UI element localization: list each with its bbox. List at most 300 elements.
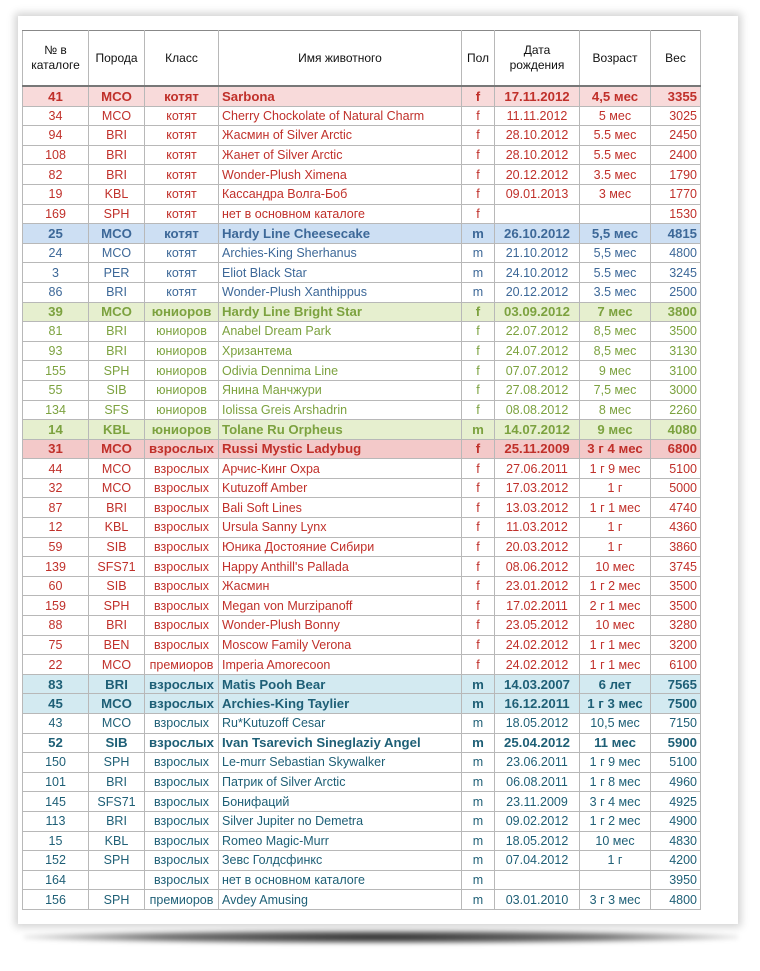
table-row: [23, 694, 701, 714]
cell-age: 1 г 3 мес: [580, 694, 651, 714]
cell-name: Wonder-Plush Ximena: [219, 165, 462, 185]
cell-sex: m: [462, 890, 495, 910]
cell-breed: SFS71: [89, 557, 145, 577]
table-row: [23, 714, 701, 734]
cell-num: 88: [23, 616, 89, 636]
cell-cls: взрослых: [145, 616, 219, 636]
cell-num: 41: [23, 86, 89, 106]
cell-num: 75: [23, 635, 89, 655]
cell-name: Iolissa Greis Arshadrin: [219, 400, 462, 420]
table-row: [23, 870, 701, 890]
cell-sex: f: [462, 86, 495, 106]
cell-breed: SPH: [89, 890, 145, 910]
cell-name: Archies-King Taylier: [219, 694, 462, 714]
cell-name: Happy Anthill's Pallada: [219, 557, 462, 577]
cell-weight: 3500: [651, 322, 701, 342]
table-header-row: [23, 31, 701, 87]
cell-cls: взрослых: [145, 635, 219, 655]
cell-weight: 3800: [651, 302, 701, 322]
cell-cls: взрослых: [145, 459, 219, 479]
cell-weight: 4080: [651, 420, 701, 440]
cell-sex: m: [462, 851, 495, 871]
table-row: [23, 204, 701, 224]
page-shadow: [24, 930, 738, 944]
cell-weight: 7500: [651, 694, 701, 714]
cell-age: 5.5 мес: [580, 145, 651, 165]
cell-name: Bali Soft Lines: [219, 498, 462, 518]
cell-num: 59: [23, 537, 89, 557]
cell-num: 83: [23, 674, 89, 694]
cell-breed: SPH: [89, 851, 145, 871]
cell-cls: взрослых: [145, 674, 219, 694]
cell-age: 8,5 мес: [580, 341, 651, 361]
cell-cls: взрослых: [145, 753, 219, 773]
cell-num: 108: [23, 145, 89, 165]
cell-breed: KBL: [89, 420, 145, 440]
cell-breed: SPH: [89, 753, 145, 773]
cell-cls: взрослых: [145, 772, 219, 792]
cell-sex: m: [462, 811, 495, 831]
cell-weight: 5900: [651, 733, 701, 753]
cell-age: 1 г 9 мес: [580, 459, 651, 479]
cell-age: 1 г: [580, 537, 651, 557]
cell-name: Cherry Chockolate of Natural Charm: [219, 106, 462, 126]
cell-dob: 27.08.2012: [495, 380, 580, 400]
cell-name: Sarbona: [219, 86, 462, 106]
cell-cls: взрослых: [145, 478, 219, 498]
cell-age: 1 г: [580, 518, 651, 538]
cell-name: Odivia Dennima Line: [219, 361, 462, 381]
table-row: [23, 537, 701, 557]
cell-breed: MCO: [89, 243, 145, 263]
cell-num: 145: [23, 792, 89, 812]
cell-num: 60: [23, 576, 89, 596]
cell-cls: взрослых: [145, 498, 219, 518]
cell-dob: 07.07.2012: [495, 361, 580, 381]
cell-dob: 03.01.2010: [495, 890, 580, 910]
cell-weight: 2450: [651, 126, 701, 146]
cell-sex: f: [462, 557, 495, 577]
cell-num: 55: [23, 380, 89, 400]
cell-name: Hardy Line Bright Star: [219, 302, 462, 322]
cell-name: Зевс Голдсфинкс: [219, 851, 462, 871]
cell-weight: 4925: [651, 792, 701, 812]
cell-name: Russi Mystic Ladybug: [219, 439, 462, 459]
cell-num: 134: [23, 400, 89, 420]
cell-cls: котят: [145, 126, 219, 146]
cell-age: 1 г 9 мес: [580, 753, 651, 773]
table-row: [23, 811, 701, 831]
cell-num: 52: [23, 733, 89, 753]
cell-age: 5 мес: [580, 106, 651, 126]
cell-dob: 18.05.2012: [495, 831, 580, 851]
table-row: [23, 733, 701, 753]
table-row: [23, 753, 701, 773]
header-sex: Пол: [462, 31, 495, 87]
cell-name: Жанет of Silver Arctic: [219, 145, 462, 165]
table-row: [23, 184, 701, 204]
cell-sex: f: [462, 302, 495, 322]
cell-breed: MCO: [89, 224, 145, 244]
table-row: [23, 341, 701, 361]
cell-sex: m: [462, 420, 495, 440]
table-row: [23, 655, 701, 675]
cell-sex: m: [462, 243, 495, 263]
table-row: [23, 165, 701, 185]
cell-dob: 24.02.2012: [495, 635, 580, 655]
cell-age: 5.5 мес: [580, 263, 651, 283]
cell-weight: 4960: [651, 772, 701, 792]
cell-cls: премиоров: [145, 890, 219, 910]
cell-cls: котят: [145, 263, 219, 283]
table-row: [23, 86, 701, 106]
cell-age: 3 г 3 мес: [580, 890, 651, 910]
cell-age: 3 мес: [580, 184, 651, 204]
cell-dob: 24.02.2012: [495, 655, 580, 675]
cell-num: 14: [23, 420, 89, 440]
table-row: [23, 302, 701, 322]
cell-breed: BRI: [89, 811, 145, 831]
cell-breed: SIB: [89, 380, 145, 400]
cell-breed: BRI: [89, 674, 145, 694]
cell-name: Anabel Dream Park: [219, 322, 462, 342]
cell-breed: BRI: [89, 772, 145, 792]
cell-sex: f: [462, 576, 495, 596]
cell-name: Tolane Ru Orpheus: [219, 420, 462, 440]
cell-breed: BRI: [89, 145, 145, 165]
cell-num: 82: [23, 165, 89, 185]
header-breed: Порода: [89, 31, 145, 87]
cell-sex: m: [462, 694, 495, 714]
cell-weight: 4830: [651, 831, 701, 851]
cell-age: 1 г 1 мес: [580, 498, 651, 518]
cell-cls: котят: [145, 243, 219, 263]
cell-cls: котят: [145, 184, 219, 204]
header-class: Класс: [145, 31, 219, 87]
cell-dob: 23.11.2009: [495, 792, 580, 812]
cell-name: Archies-King Sherhanus: [219, 243, 462, 263]
cell-weight: 7565: [651, 674, 701, 694]
cell-dob: 23.01.2012: [495, 576, 580, 596]
cell-num: 155: [23, 361, 89, 381]
cell-cls: взрослых: [145, 694, 219, 714]
cell-weight: 3500: [651, 576, 701, 596]
cell-age: 3 г 4 мес: [580, 792, 651, 812]
table-row: [23, 400, 701, 420]
cell-sex: f: [462, 400, 495, 420]
table-row: [23, 616, 701, 636]
cell-name: Hardy Line Cheesecake: [219, 224, 462, 244]
cell-sex: m: [462, 753, 495, 773]
table-row: [23, 439, 701, 459]
cell-age: 7 мес: [580, 302, 651, 322]
cell-sex: m: [462, 263, 495, 283]
table-row: [23, 576, 701, 596]
cell-num: 24: [23, 243, 89, 263]
cell-name: Арчис-Кинг Охра: [219, 459, 462, 479]
table-row: [23, 596, 701, 616]
cell-age: [580, 204, 651, 224]
table-row: [23, 459, 701, 479]
cell-weight: 3500: [651, 596, 701, 616]
cell-breed: [89, 870, 145, 890]
cell-age: 11 мес: [580, 733, 651, 753]
table-row: [23, 224, 701, 244]
cell-dob: 20.12.2012: [495, 165, 580, 185]
cell-num: 156: [23, 890, 89, 910]
cell-dob: 08.08.2012: [495, 400, 580, 420]
cell-dob: 16.12.2011: [495, 694, 580, 714]
cell-age: 3 г 4 мес: [580, 439, 651, 459]
cell-breed: SFS71: [89, 792, 145, 812]
cell-weight: 3280: [651, 616, 701, 636]
cell-dob: 06.08.2011: [495, 772, 580, 792]
cell-age: 10 мес: [580, 557, 651, 577]
header-dob: Дата рождения: [495, 31, 580, 87]
cell-age: 9 мес: [580, 361, 651, 381]
header-name: Имя животного: [219, 31, 462, 87]
cell-cls: юниоров: [145, 361, 219, 381]
cell-name: Eliot Black Star: [219, 263, 462, 283]
cell-name: Moscow Family Verona: [219, 635, 462, 655]
cell-name: Бонифаций: [219, 792, 462, 812]
cell-name: Янина Манчжури: [219, 380, 462, 400]
cell-weight: 4200: [651, 851, 701, 871]
cell-name: Кассандра Волга-Боб: [219, 184, 462, 204]
cell-dob: 11.03.2012: [495, 518, 580, 538]
cell-breed: BRI: [89, 341, 145, 361]
cell-breed: SIB: [89, 733, 145, 753]
cell-dob: 17.11.2012: [495, 86, 580, 106]
cell-name: Жасмин: [219, 576, 462, 596]
cell-weight: 2260: [651, 400, 701, 420]
cell-breed: SPH: [89, 361, 145, 381]
table-row: [23, 478, 701, 498]
cell-breed: PER: [89, 263, 145, 283]
cell-name: Imperia Amorecoon: [219, 655, 462, 675]
cell-cls: юниоров: [145, 341, 219, 361]
cell-num: 45: [23, 694, 89, 714]
cell-name: Ivan Tsarevich Sineglaziy Angel: [219, 733, 462, 753]
cell-breed: MCO: [89, 694, 145, 714]
cell-sex: f: [462, 478, 495, 498]
cell-num: 39: [23, 302, 89, 322]
table-row: [23, 831, 701, 851]
cell-breed: BRI: [89, 282, 145, 302]
cell-name: Патрик of Silver Arctic: [219, 772, 462, 792]
table-row: [23, 263, 701, 283]
cell-sex: f: [462, 126, 495, 146]
cell-age: 1 г 1 мес: [580, 635, 651, 655]
cell-age: 1 г: [580, 478, 651, 498]
cell-dob: 17.02.2011: [495, 596, 580, 616]
cell-name: Wonder-Plush Bonny: [219, 616, 462, 636]
table-row: [23, 420, 701, 440]
cell-breed: BRI: [89, 165, 145, 185]
cell-num: 25: [23, 224, 89, 244]
cell-num: 81: [23, 322, 89, 342]
cell-age: 3.5 мес: [580, 165, 651, 185]
cell-dob: 11.11.2012: [495, 106, 580, 126]
cell-breed: SIB: [89, 537, 145, 557]
cell-dob: 22.07.2012: [495, 322, 580, 342]
table-row: [23, 498, 701, 518]
cell-cls: юниоров: [145, 322, 219, 342]
cell-weight: 1530: [651, 204, 701, 224]
cell-sex: f: [462, 537, 495, 557]
cell-dob: 26.10.2012: [495, 224, 580, 244]
cell-breed: MCO: [89, 302, 145, 322]
cell-sex: m: [462, 792, 495, 812]
cell-breed: MCO: [89, 655, 145, 675]
cell-num: 94: [23, 126, 89, 146]
cell-num: 32: [23, 478, 89, 498]
table-row: [23, 145, 701, 165]
cell-cls: взрослых: [145, 537, 219, 557]
cell-cls: взрослых: [145, 714, 219, 734]
cell-age: 7,5 мес: [580, 380, 651, 400]
cell-weight: 4740: [651, 498, 701, 518]
cell-age: 9 мес: [580, 420, 651, 440]
cell-age: [580, 870, 651, 890]
cell-sex: f: [462, 341, 495, 361]
cell-breed: BEN: [89, 635, 145, 655]
cell-weight: 3000: [651, 380, 701, 400]
cell-num: 3: [23, 263, 89, 283]
table-row: [23, 361, 701, 381]
cell-cls: взрослых: [145, 851, 219, 871]
cell-dob: 24.10.2012: [495, 263, 580, 283]
cell-sex: f: [462, 165, 495, 185]
cell-name: Хризантема: [219, 341, 462, 361]
cell-sex: f: [462, 439, 495, 459]
cell-sex: m: [462, 733, 495, 753]
cell-dob: 13.03.2012: [495, 498, 580, 518]
cell-age: 1 г 2 мес: [580, 576, 651, 596]
cell-weight: 5100: [651, 753, 701, 773]
cell-sex: f: [462, 106, 495, 126]
cell-num: 150: [23, 753, 89, 773]
cell-num: 15: [23, 831, 89, 851]
cell-num: 159: [23, 596, 89, 616]
cell-age: 4,5 мес: [580, 86, 651, 106]
cats-table: [22, 30, 701, 910]
cell-weight: 5100: [651, 459, 701, 479]
cell-dob: 23.05.2012: [495, 616, 580, 636]
cell-breed: SPH: [89, 596, 145, 616]
cell-weight: 3745: [651, 557, 701, 577]
cell-cls: взрослых: [145, 733, 219, 753]
cell-cls: взрослых: [145, 811, 219, 831]
cell-dob: [495, 870, 580, 890]
table-row: [23, 518, 701, 538]
cell-sex: m: [462, 674, 495, 694]
cell-cls: взрослых: [145, 518, 219, 538]
cell-dob: [495, 204, 580, 224]
cell-dob: 09.01.2013: [495, 184, 580, 204]
cell-age: 1 г 8 мес: [580, 772, 651, 792]
cell-breed: MCO: [89, 714, 145, 734]
table-row: [23, 557, 701, 577]
cell-age: 1 г: [580, 851, 651, 871]
table-row: [23, 772, 701, 792]
cell-cls: котят: [145, 224, 219, 244]
cell-breed: BRI: [89, 616, 145, 636]
cell-dob: 25.11.2009: [495, 439, 580, 459]
cell-num: 12: [23, 518, 89, 538]
cell-sex: f: [462, 498, 495, 518]
cell-sex: f: [462, 184, 495, 204]
cell-sex: f: [462, 204, 495, 224]
cell-weight: 4815: [651, 224, 701, 244]
cell-breed: MCO: [89, 106, 145, 126]
cell-num: 34: [23, 106, 89, 126]
cell-dob: 18.05.2012: [495, 714, 580, 734]
cell-breed: MCO: [89, 478, 145, 498]
cell-weight: 3245: [651, 263, 701, 283]
cell-sex: f: [462, 596, 495, 616]
cell-name: Ursula Sanny Lynx: [219, 518, 462, 538]
table-row: [23, 322, 701, 342]
cell-dob: 21.10.2012: [495, 243, 580, 263]
cell-num: 86: [23, 282, 89, 302]
cell-age: 1 г 2 мес: [580, 811, 651, 831]
cell-weight: 4800: [651, 243, 701, 263]
cell-name: Wonder-Plush Xanthippus: [219, 282, 462, 302]
cell-weight: 3025: [651, 106, 701, 126]
cell-dob: 27.06.2011: [495, 459, 580, 479]
cell-cls: взрослых: [145, 596, 219, 616]
cell-weight: 4900: [651, 811, 701, 831]
cell-cls: взрослых: [145, 831, 219, 851]
cell-age: 1 г 1 мес: [580, 655, 651, 675]
cell-num: 19: [23, 184, 89, 204]
table-row: [23, 674, 701, 694]
cell-name: Жасмин of Silver Arctic: [219, 126, 462, 146]
cell-weight: 3100: [651, 361, 701, 381]
cell-sex: f: [462, 322, 495, 342]
cell-num: 169: [23, 204, 89, 224]
cell-sex: m: [462, 772, 495, 792]
cell-name: Le-murr Sebastian Skywalker: [219, 753, 462, 773]
cell-age: 5,5 мес: [580, 243, 651, 263]
cell-dob: 20.03.2012: [495, 537, 580, 557]
cell-cls: взрослых: [145, 439, 219, 459]
cell-breed: KBL: [89, 518, 145, 538]
cell-weight: 6100: [651, 655, 701, 675]
cell-sex: f: [462, 635, 495, 655]
cell-breed: BRI: [89, 498, 145, 518]
cell-weight: 3200: [651, 635, 701, 655]
cell-cls: взрослых: [145, 557, 219, 577]
cell-cls: котят: [145, 145, 219, 165]
cell-age: 5,5 мес: [580, 224, 651, 244]
cell-cls: котят: [145, 204, 219, 224]
cell-weight: 2500: [651, 282, 701, 302]
cell-age: 3.5 мес: [580, 282, 651, 302]
cell-name: Ru*Kutuzoff Cesar: [219, 714, 462, 734]
cell-dob: 23.06.2011: [495, 753, 580, 773]
cell-cls: юниоров: [145, 400, 219, 420]
cell-num: 87: [23, 498, 89, 518]
cell-cls: котят: [145, 86, 219, 106]
cell-num: 44: [23, 459, 89, 479]
cell-name: Matis Pooh Bear: [219, 674, 462, 694]
cell-dob: 28.10.2012: [495, 126, 580, 146]
cell-breed: SFS: [89, 400, 145, 420]
table-row: [23, 106, 701, 126]
cell-dob: 25.04.2012: [495, 733, 580, 753]
